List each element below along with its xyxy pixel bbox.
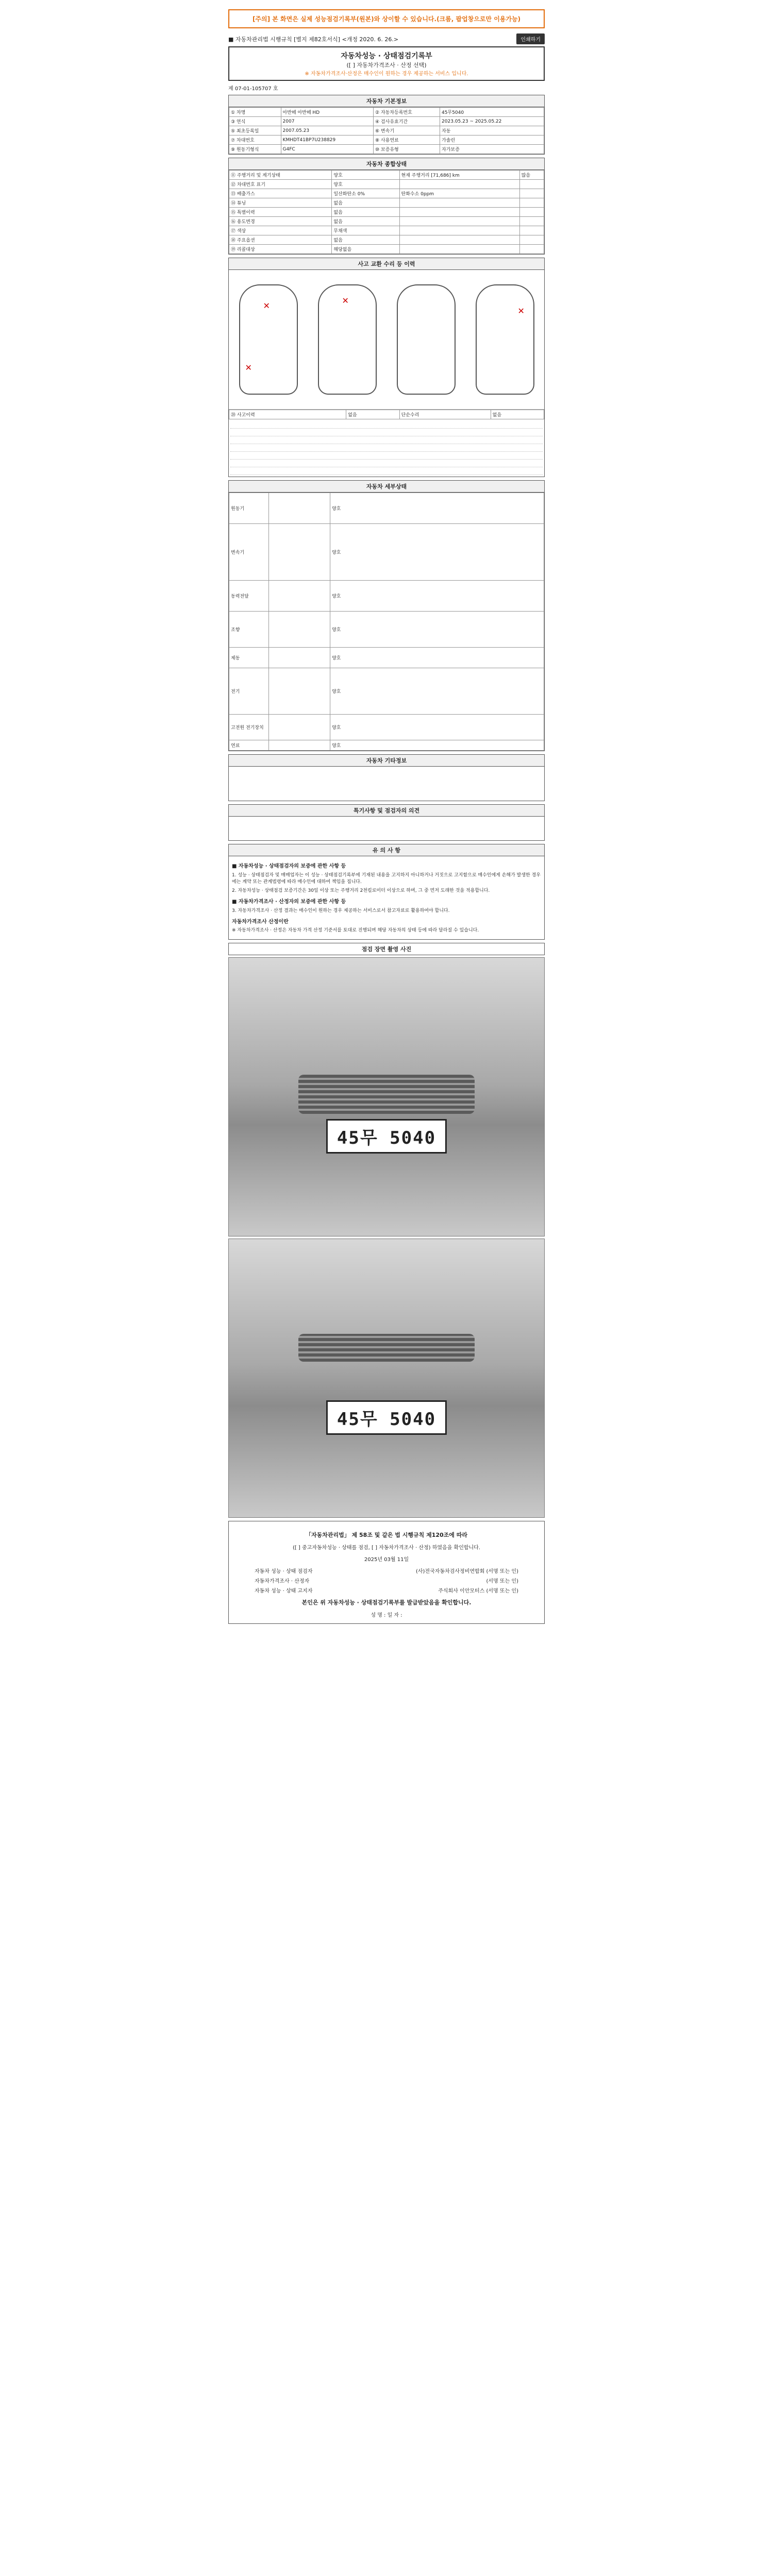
detail-group-label: 연료	[229, 740, 269, 751]
cell: ⑫ 차대번호 표기	[229, 180, 332, 189]
disclaimer-header: 유 의 사 항	[229, 844, 544, 856]
cell: 자가보증	[440, 145, 544, 154]
damage-history-header: 사고 교환 수리 등 이력	[229, 258, 544, 270]
sign-row-value: 주식회사 이안모터스 (서명 또는 인)	[438, 1588, 518, 1595]
trunk-graphic	[298, 1334, 475, 1362]
car-damage-diagram	[229, 270, 544, 410]
cell	[399, 235, 519, 245]
cell: ④ 검사유효기간	[374, 117, 440, 126]
detail-group-label: 제동	[229, 648, 269, 668]
cell	[519, 189, 544, 198]
cell: 없음	[332, 217, 399, 226]
license-plate: 45무 5040	[326, 1119, 447, 1154]
detail-state: 양호	[330, 524, 544, 581]
damage-mark-icon: ✕	[517, 306, 525, 316]
cell: ② 자동차등록번호	[374, 108, 440, 117]
opinion-header: 특기사항 및 점검자의 의견	[229, 805, 544, 817]
cell	[269, 612, 330, 648]
cell: 현재 주행거리 [71,686] km	[399, 171, 519, 180]
report-document	[228, 0, 545, 1624]
cell	[399, 208, 519, 217]
cell: ① 차명	[229, 108, 281, 117]
cell: 무채색	[332, 226, 399, 235]
cell	[519, 198, 544, 208]
disclaimer-p3: 3. 자동차가격조사 · 산정 결과는 매수인이 원하는 경우 제공하는 서비스로서 참고자료로 활용하여야 합니다.	[232, 908, 450, 913]
cell: 일산화탄소 0%	[332, 189, 399, 198]
detail-state: 양호	[330, 493, 544, 524]
accident-value: 없음	[346, 410, 399, 419]
sign-row-label: 자동차가격조사 · 산정자	[255, 1579, 310, 1585]
cell	[519, 217, 544, 226]
cell: ③ 연식	[229, 117, 281, 126]
detail-group-label: 전기	[229, 668, 269, 715]
cell	[269, 581, 330, 612]
detail-state: 양호	[330, 740, 544, 751]
detail-status-header: 자동차 세부상태	[229, 481, 544, 493]
simple-repair-value: 없음	[491, 410, 544, 419]
cell: 45무5040	[440, 108, 544, 117]
disclaimer-body	[229, 856, 544, 939]
other-info-section	[228, 754, 545, 801]
damage-mark-icon: ✕	[245, 363, 252, 372]
damage-mark-icon: ✕	[342, 296, 349, 306]
car-outline-left	[239, 284, 298, 395]
sign-row-value: (서명 또는 인)	[486, 1579, 518, 1585]
cell: ⑩ 보증유형	[374, 145, 440, 154]
cell	[519, 235, 544, 245]
cell: 2023.05.23 ~ 2025.05.22	[440, 117, 544, 126]
cell	[269, 493, 330, 524]
cell	[519, 245, 544, 254]
cell: G4FC	[281, 145, 373, 154]
cell: ⑯ 용도변경	[229, 217, 332, 226]
damage-history-section	[228, 258, 545, 477]
cell: 가솔린	[440, 135, 544, 145]
detail-group-label: 변속기	[229, 524, 269, 581]
detail-status-section	[228, 480, 545, 751]
cell: 2007	[281, 117, 373, 126]
disclaimer-s1: ■ 자동차성능 · 상태점검자의 보증에 관한 사항 등	[232, 863, 346, 869]
cell: 없음	[332, 198, 399, 208]
cell: ⑪ 주행거리 및 계기상태	[229, 171, 332, 180]
cell	[269, 668, 330, 715]
car-front-photo	[228, 957, 545, 1236]
disclaimer-p4: ※ 자동차가격조사 · 산정은 자동차 가격 산정 기준서를 토대로 진행되며 해당 자동차의 상태 등에 따라 달라질 수 있습니다.	[232, 928, 479, 934]
cell: ⑥ 변속기	[374, 126, 440, 135]
basic-info-section	[228, 95, 545, 155]
disclaimer-p1: 1. 성능 · 상태점검자 및 매매업자는 이 성능 · 상태점검기록부에 기재된 내용을 고지하지 아니하거나 거짓으로 고지함으로 매수인에게 손해가 발생한 경우에는 계약 또는 관계법령에 따라 매수인에 대하여 책임을 집니다.	[232, 872, 541, 885]
cell	[269, 648, 330, 668]
accident-label: ⑳ 사고이력	[229, 410, 346, 419]
sign-footer: 본인은 위 자동차성능 · 상태점검기록부를 발급받았음을 확인합니다.	[301, 1599, 472, 1606]
cell	[399, 198, 519, 208]
cell	[519, 208, 544, 217]
detail-group-label: 원동기	[229, 493, 269, 524]
sign-row-label: 자동차 성능 · 상태 고지자	[255, 1588, 313, 1595]
car-outline-top	[318, 284, 377, 395]
cell: KMHDT41BP7U238829	[281, 135, 373, 145]
cell: 해당없음	[332, 245, 399, 254]
print-button[interactable]: 인쇄하기	[516, 33, 545, 44]
cell: ⑰ 색상	[229, 226, 332, 235]
document-number: 제 07-01-105707 호	[228, 86, 278, 92]
cell	[399, 226, 519, 235]
detail-state: 양호	[330, 612, 544, 648]
disclaimer-p2: 2. 자동차성능 · 상태점검 보증기간은 30일 이상 또는 주행거리 2천킬로미터 이상으로 하며, 그 중 먼저 도래한 것을 적용합니다.	[232, 888, 490, 894]
cell: ⑦ 차대번호	[229, 135, 281, 145]
cell: 자동	[440, 126, 544, 135]
basic-info-header: 자동차 기본정보	[229, 95, 544, 107]
opinion-body	[229, 817, 544, 840]
car-outline-right	[476, 284, 534, 395]
sign-head2: ([ ] 중고자동차성능 · 상태를 점검, [ ] 자동차가격조사 · 산정) 하였음을 확인합니다.	[292, 1545, 481, 1551]
cell: ⑤ 최초등록일	[229, 126, 281, 135]
disclaimer-s2: ■ 자동차가격조사 · 산정자의 보증에 관한 사항 등	[232, 899, 346, 905]
report-title	[228, 46, 545, 81]
general-status-header: 자동차 종합상태	[229, 158, 544, 170]
title-note: ※ 자동차가격조사·산정은 매수인이 원하는 경우 제공하는 서비스 입니다.	[305, 71, 468, 77]
disclaimer-s3: 자동차가격조사 산정이란	[232, 919, 289, 925]
detail-group-label: 고전원 전기장치	[229, 715, 269, 740]
license-plate: 45무 5040	[326, 1400, 447, 1435]
cell	[519, 180, 544, 189]
general-status-section	[228, 158, 545, 255]
cell: 양호	[332, 171, 399, 180]
cell: ⑬ 배출가스	[229, 189, 332, 198]
cell: 많음	[519, 171, 544, 180]
cell: ⑲ 리콜대상	[229, 245, 332, 254]
other-info-header: 자동차 기타정보	[229, 755, 544, 767]
detail-group-label: 조향	[229, 612, 269, 648]
photo-header: 점검 장면 촬영 사진	[228, 943, 545, 955]
sign-date: 2025년 03월 11일	[364, 1557, 409, 1563]
signature-section	[228, 1521, 545, 1624]
receiver-line: 성 명 : 일 자 :	[371, 1613, 402, 1619]
cell: 없음	[332, 208, 399, 217]
opinion-section	[228, 804, 545, 841]
warning-notice: [주의] 본 화면은 실제 성능점검기록부(원본)와 상이할 수 있습니다.(크롬, 팝업창으로만 이용가능)	[228, 9, 545, 28]
sign-head: 「자동차관리법」 제 58조 및 같은 법 시행규칙 제120조에 따라	[305, 1532, 468, 1539]
cell: 탄화수소 0ppm	[399, 189, 519, 198]
other-info-body	[229, 767, 544, 801]
simple-repair-label: 단순수리	[399, 410, 491, 419]
cell	[269, 524, 330, 581]
cell: ⑭ 튜닝	[229, 198, 332, 208]
header-bar	[228, 33, 545, 44]
detail-state: 양호	[330, 581, 544, 612]
cell	[269, 715, 330, 740]
cell: 없음	[332, 235, 399, 245]
title-main: 자동차성능 · 상태점검기록부	[341, 52, 432, 60]
disclaimer-section	[228, 844, 545, 940]
cell: 아반떼 아반떼 HD	[281, 108, 373, 117]
sign-row-value: (사)전국자동차검사정비연합회 (서명 또는 인)	[415, 1569, 518, 1575]
cell	[399, 245, 519, 254]
general-status-table	[229, 170, 544, 254]
title-sub: ([ ] 자동차가격조사 · 산정 선택)	[346, 62, 427, 69]
detail-status-table	[229, 493, 544, 751]
grille-graphic	[298, 1075, 475, 1114]
damage-mark-icon: ✕	[263, 301, 270, 311]
cell: ⑮ 특별이력	[229, 208, 332, 217]
form-legal-reference: ■ 자동차관리법 시행규칙 [별지 제82호서식] <개정 2020. 6. 26.>	[228, 36, 399, 43]
car-outline-bottom	[397, 284, 456, 395]
sign-row-label: 자동차 성능 · 상태 점검자	[255, 1569, 313, 1575]
cell: ⑧ 사용연료	[374, 135, 440, 145]
damage-detail-lines	[229, 419, 544, 477]
car-rear-photo	[228, 1239, 545, 1518]
cell: 2007.05.23	[281, 126, 373, 135]
cell: ⑱ 주요옵션	[229, 235, 332, 245]
damage-summary-table	[229, 410, 544, 419]
cell	[399, 217, 519, 226]
detail-group-label: 동력전달	[229, 581, 269, 612]
detail-state: 양호	[330, 668, 544, 715]
cell	[399, 180, 519, 189]
cell: ⑨ 원동기형식	[229, 145, 281, 154]
detail-state: 양호	[330, 648, 544, 668]
cell: 양호	[332, 180, 399, 189]
cell	[269, 740, 330, 751]
detail-state: 양호	[330, 715, 544, 740]
basic-info-table	[229, 107, 544, 154]
cell	[519, 226, 544, 235]
